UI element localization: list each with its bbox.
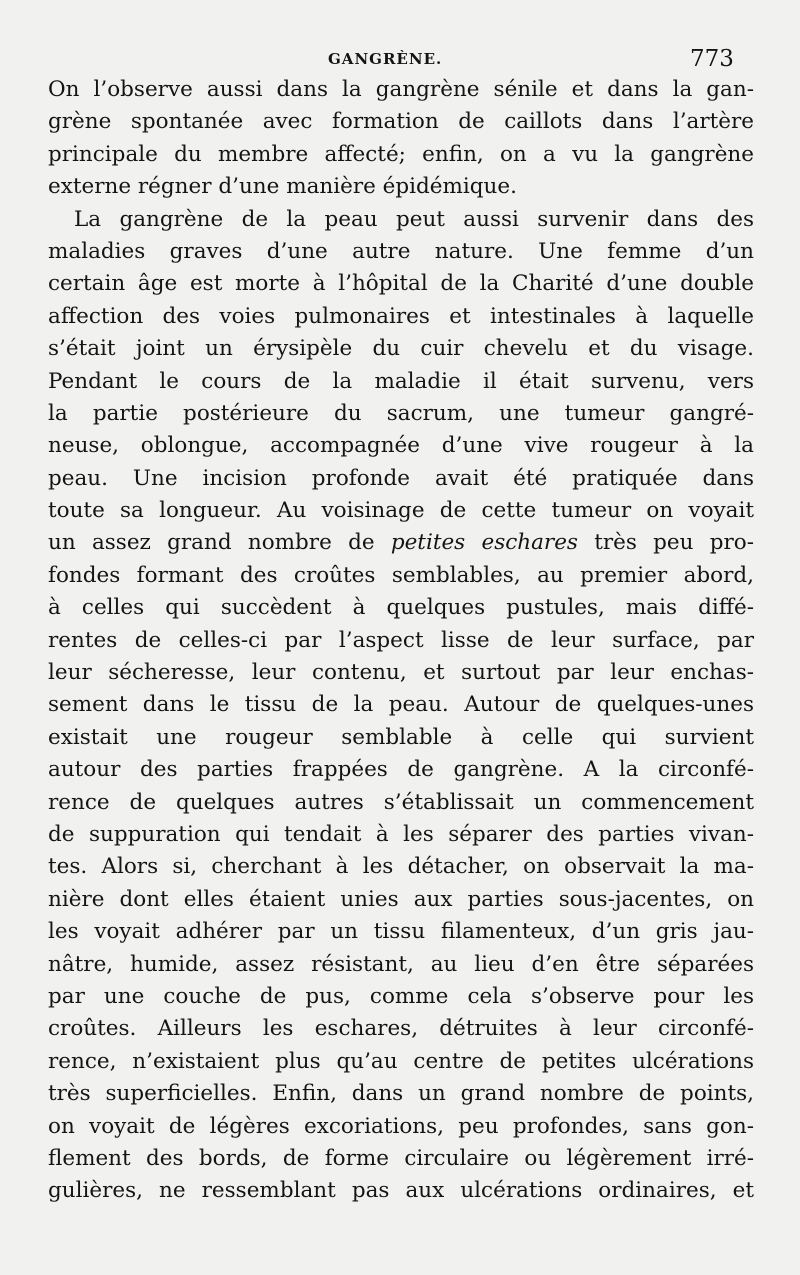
text-line: la partie postérieure du sacrum, une tumeur gangré- bbox=[48, 400, 754, 426]
text-line: à celles qui succèdent à quelques pustules, mais diffé- bbox=[48, 595, 754, 621]
text-line: sement dans le tissu de la peau. Autour de quelques-unes bbox=[48, 692, 754, 718]
text-line: s’était joint un érysipèle du cuir chevelu et du visage. bbox=[48, 336, 754, 362]
text-line: gulières, ne ressemblant pas aux ulcérations ordinaires, et bbox=[48, 1178, 754, 1204]
paragraph-start-line: La gangrène de la peau peut aussi survenir dans des bbox=[74, 206, 754, 232]
text-line: on voyait de légères excoriations, peu profondes, sans gon- bbox=[48, 1113, 754, 1139]
text-line: croûtes. Ailleurs les eschares, détruites à leur circonfé- bbox=[48, 1016, 754, 1042]
text-line: nâtre, humide, assez résistant, au lieu d’en être séparées bbox=[48, 951, 754, 977]
text-line: existait une rougeur semblable à celle qui survient bbox=[48, 724, 754, 750]
text-line: par une couche de pus, comme cela s’observe pour les bbox=[48, 983, 754, 1009]
text-line: flement des bords, de forme circulaire ou légèrement irré- bbox=[48, 1145, 754, 1171]
text-line: peau. Une incision profonde avait été pratiquée dans bbox=[48, 465, 754, 491]
text-line: affection des voies pulmonaires et intestinales à laquelle bbox=[48, 303, 754, 329]
text-line: certain âge est morte à l’hôpital de la Charité d’une double bbox=[48, 271, 754, 297]
text-line: rence, n’existaient plus qu’au centre de petites ulcérations bbox=[48, 1048, 754, 1074]
text-line-with-italic bbox=[48, 527, 754, 559]
running-title: GANGRÈNE. bbox=[328, 50, 443, 68]
text-line: principale du membre affecté; enfin, on a vu la gangrène bbox=[48, 141, 754, 167]
text-line: autour des parties frappées de gangrène. A la circonfé- bbox=[48, 757, 754, 783]
text-line: très superficielles. Enfin, dans un grand nombre de points, bbox=[48, 1081, 754, 1107]
text-line: rence de quelques autres s’établissait un commencement bbox=[48, 789, 754, 815]
body-text bbox=[48, 74, 754, 1208]
text-line: externe régner d’une manière épidémique. bbox=[48, 174, 517, 200]
text-segment: un assez grand nombre de bbox=[48, 530, 391, 556]
text-line: maladies graves d’une autre nature. Une femme d’un bbox=[48, 238, 754, 264]
text-line: neuse, oblongue, accompagnée d’une vive rougeur à la bbox=[48, 433, 754, 459]
text-line: leur sécheresse, leur contenu, et surtout par leur enchas- bbox=[48, 660, 754, 686]
text-line: rentes de celles-ci par l’aspect lisse de leur surface, par bbox=[48, 627, 754, 653]
text-line: de suppuration qui tendait à les séparer des parties vivan- bbox=[48, 821, 754, 847]
text-line: On l’observe aussi dans la gangrène sénile et dans la gan- bbox=[48, 77, 754, 102]
page-number: 773 bbox=[690, 46, 734, 72]
text-line: grène spontanée avec formation de caillots dans l’artère bbox=[48, 109, 754, 135]
text-line: Pendant le cours de la maladie il était survenu, vers bbox=[48, 368, 754, 394]
text-line: les voyait adhérer par un tissu filamenteux, d’un gris jau- bbox=[48, 919, 754, 945]
text-line: toute sa longueur. Au voisinage de cette tumeur on voyait bbox=[48, 498, 754, 524]
text-line: fondes formant des croûtes semblables, au premier abord, bbox=[48, 562, 754, 588]
text-line: tes. Alors si, cherchant à les détacher, on observait la ma- bbox=[48, 854, 754, 880]
italic-term: petites eschares bbox=[390, 530, 578, 556]
text-line: nière dont elles étaient unies aux parties sous-jacentes, on bbox=[48, 886, 754, 912]
text-segment: très peu pro- bbox=[577, 530, 754, 556]
